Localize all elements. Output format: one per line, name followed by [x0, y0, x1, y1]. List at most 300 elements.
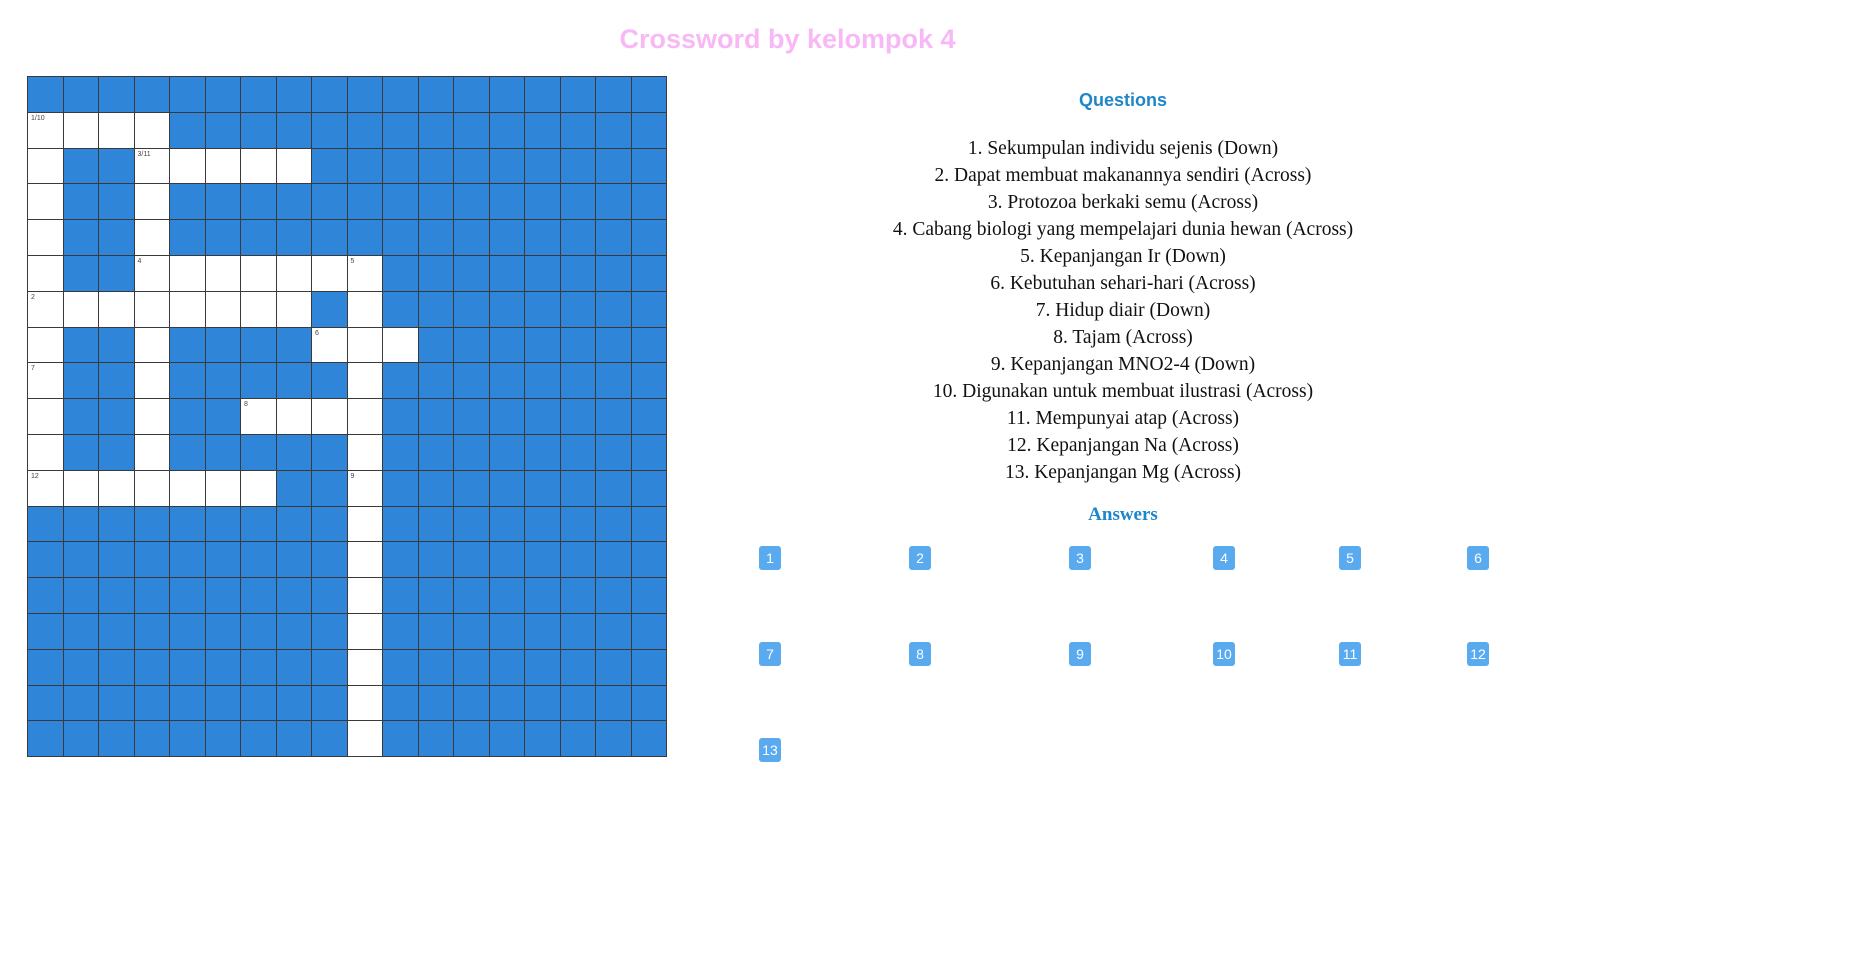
question-item: 1. Sekumpulan individu sejenis (Down): [967, 138, 1279, 159]
answer-button-2[interactable]: 2: [909, 546, 931, 570]
answers-heading: Answers: [1088, 504, 1158, 525]
crossword-block-cell: [490, 256, 526, 292]
crossword-block-cell: [277, 184, 313, 220]
crossword-cell[interactable]: [28, 292, 64, 328]
crossword-block-cell: [241, 363, 277, 399]
crossword-block-cell: [490, 363, 526, 399]
crossword-block-cell: [490, 77, 526, 113]
crossword-cell[interactable]: [241, 292, 277, 328]
crossword-block-cell: [561, 184, 597, 220]
crossword-block-cell: [561, 471, 597, 507]
crossword-block-cell: [596, 77, 632, 113]
crossword-block-cell: [241, 435, 277, 471]
crossword-block-cell: [561, 149, 597, 185]
crossword-block-cell: [64, 614, 100, 650]
crossword-block-cell: [64, 184, 100, 220]
crossword-block-cell: [206, 399, 242, 435]
crossword-cell[interactable]: [28, 399, 64, 435]
crossword-block-cell: [348, 220, 384, 256]
crossword-block-cell: [64, 328, 100, 364]
crossword-block-cell: [383, 292, 419, 328]
crossword-block-cell: [28, 614, 64, 650]
crossword-block-cell: [348, 113, 384, 149]
crossword-block-cell: [206, 435, 242, 471]
crossword-block-cell: [64, 399, 100, 435]
clue-number: 4: [137, 257, 142, 265]
crossword-block-cell: [454, 292, 490, 328]
crossword-block-cell: [632, 471, 668, 507]
crossword-cell[interactable]: [99, 292, 135, 328]
answer-button-5[interactable]: 5: [1339, 546, 1361, 570]
crossword-block-cell: [419, 686, 455, 722]
crossword-block-cell: [64, 220, 100, 256]
crossword-block-cell: [170, 399, 206, 435]
crossword-block-cell: [419, 363, 455, 399]
crossword-block-cell: [596, 507, 632, 543]
crossword-cell[interactable]: [135, 363, 171, 399]
crossword-block-cell: [64, 256, 100, 292]
crossword-block-cell: [64, 542, 100, 578]
crossword-block-cell: [312, 507, 348, 543]
questions-list: [855, 135, 1391, 486]
crossword-block-cell: [170, 363, 206, 399]
question-item: 9. Kepanjangan MNO2-4 (Down): [990, 354, 1256, 375]
crossword-block-cell: [490, 184, 526, 220]
crossword-block-cell: [170, 435, 206, 471]
crossword-block-cell: [419, 220, 455, 256]
crossword-block-cell: [419, 328, 455, 364]
clue-number: 9: [350, 472, 355, 480]
crossword-block-cell: [206, 542, 242, 578]
crossword-cell[interactable]: [277, 149, 313, 185]
crossword-cell[interactable]: [348, 435, 384, 471]
crossword-cell[interactable]: [28, 149, 64, 185]
crossword-block-cell: [490, 686, 526, 722]
crossword-cell[interactable]: [206, 471, 242, 507]
crossword-block-cell: [454, 507, 490, 543]
crossword-cell[interactable]: [170, 471, 206, 507]
crossword-cell[interactable]: [64, 292, 100, 328]
crossword-block-cell: [525, 721, 561, 757]
crossword-cell[interactable]: [348, 542, 384, 578]
clue-number: 1/10: [31, 114, 45, 122]
crossword-cell[interactable]: [348, 256, 384, 292]
crossword-block-cell: [277, 507, 313, 543]
crossword-block-cell: [632, 77, 668, 113]
crossword-block-cell: [28, 507, 64, 543]
crossword-block-cell: [454, 220, 490, 256]
crossword-block-cell: [383, 220, 419, 256]
crossword-cell[interactable]: [312, 328, 348, 364]
crossword-block-cell: [99, 77, 135, 113]
crossword-block-cell: [277, 435, 313, 471]
crossword-block-cell: [596, 614, 632, 650]
clue-number: 2: [31, 293, 35, 301]
crossword-cell[interactable]: [99, 113, 135, 149]
crossword-block-cell: [525, 184, 561, 220]
crossword-block-cell: [525, 435, 561, 471]
answer-button-7[interactable]: 7: [759, 642, 781, 666]
crossword-block-cell: [454, 578, 490, 614]
crossword-block-cell: [277, 542, 313, 578]
crossword-cell[interactable]: [28, 184, 64, 220]
crossword-block-cell: [99, 507, 135, 543]
crossword-block-cell: [419, 184, 455, 220]
crossword-block-cell: [525, 507, 561, 543]
crossword-cell[interactable]: [135, 292, 171, 328]
crossword-block-cell: [419, 256, 455, 292]
crossword-block-cell: [170, 578, 206, 614]
crossword-block-cell: [632, 220, 668, 256]
crossword-block-cell: [525, 686, 561, 722]
crossword-block-cell: [596, 328, 632, 364]
crossword-cell[interactable]: [170, 292, 206, 328]
crossword-cell[interactable]: [135, 399, 171, 435]
crossword-block-cell: [206, 614, 242, 650]
crossword-block-cell: [525, 77, 561, 113]
crossword-block-cell: [383, 721, 419, 757]
crossword-block-cell: [561, 435, 597, 471]
crossword-block-cell: [277, 363, 313, 399]
clue-number: 7: [31, 365, 35, 373]
crossword-block-cell: [454, 614, 490, 650]
crossword-block-cell: [383, 686, 419, 722]
answer-button-9[interactable]: 9: [1069, 642, 1091, 666]
crossword-block-cell: [596, 113, 632, 149]
crossword-block-cell: [206, 686, 242, 722]
crossword-block-cell: [490, 471, 526, 507]
crossword-block-cell: [561, 399, 597, 435]
crossword-block-cell: [348, 184, 384, 220]
crossword-block-cell: [632, 542, 668, 578]
crossword-block-cell: [419, 77, 455, 113]
crossword-cell[interactable]: [241, 399, 277, 435]
crossword-block-cell: [383, 399, 419, 435]
crossword-block-cell: [241, 77, 277, 113]
crossword-block-cell: [64, 435, 100, 471]
crossword-block-cell: [454, 399, 490, 435]
crossword-block-cell: [454, 113, 490, 149]
crossword-cell[interactable]: [28, 220, 64, 256]
crossword-block-cell: [241, 328, 277, 364]
crossword-block-cell: [383, 149, 419, 185]
crossword-cell[interactable]: [348, 328, 384, 364]
crossword-block-cell: [419, 542, 455, 578]
crossword-cell[interactable]: [383, 328, 419, 364]
crossword-block-cell: [312, 77, 348, 113]
crossword-block-cell: [277, 686, 313, 722]
crossword-block-cell: [312, 435, 348, 471]
crossword-cell[interactable]: [206, 292, 242, 328]
crossword-cell[interactable]: [135, 256, 171, 292]
crossword-block-cell: [632, 113, 668, 149]
crossword-block-cell: [135, 686, 171, 722]
crossword-block-cell: [525, 328, 561, 364]
crossword-block-cell: [596, 686, 632, 722]
crossword-block-cell: [99, 578, 135, 614]
crossword-block-cell: [383, 435, 419, 471]
crossword-block-cell: [632, 399, 668, 435]
clue-number: 6: [315, 329, 319, 337]
crossword-block-cell: [454, 650, 490, 686]
crossword-block-cell: [64, 507, 100, 543]
crossword-cell[interactable]: [28, 363, 64, 399]
crossword-block-cell: [561, 650, 597, 686]
crossword-block-cell: [632, 614, 668, 650]
crossword-block-cell: [596, 149, 632, 185]
crossword-cell[interactable]: [312, 399, 348, 435]
crossword-cell[interactable]: [28, 256, 64, 292]
crossword-cell[interactable]: [135, 220, 171, 256]
crossword-block-cell: [312, 686, 348, 722]
crossword-cell[interactable]: [277, 256, 313, 292]
crossword-block-cell: [632, 292, 668, 328]
crossword-cell[interactable]: [135, 149, 171, 185]
crossword-block-cell: [135, 721, 171, 757]
question-item: 2. Dapat membuat makanannya sendiri (Across): [934, 165, 1312, 186]
crossword-block-cell: [383, 113, 419, 149]
crossword-block-cell: [99, 686, 135, 722]
crossword-block-cell: [206, 113, 242, 149]
crossword-block-cell: [312, 721, 348, 757]
crossword-block-cell: [490, 220, 526, 256]
crossword-cell[interactable]: [28, 471, 64, 507]
crossword-block-cell: [135, 650, 171, 686]
answer-button-12[interactable]: 12: [1467, 642, 1489, 666]
crossword-cell[interactable]: [170, 256, 206, 292]
crossword-cell[interactable]: [348, 614, 384, 650]
crossword-block-cell: [454, 149, 490, 185]
crossword-block-cell: [277, 578, 313, 614]
crossword-block-cell: [632, 363, 668, 399]
crossword-block-cell: [277, 113, 313, 149]
answer-button-1[interactable]: 1: [759, 546, 781, 570]
crossword-block-cell: [170, 686, 206, 722]
question-item: 13. Kepanjangan Mg (Across): [1004, 462, 1242, 483]
crossword-cell[interactable]: [277, 399, 313, 435]
crossword-block-cell: [632, 507, 668, 543]
crossword-block-cell: [419, 292, 455, 328]
crossword-block-cell: [312, 149, 348, 185]
question-item: 8. Tajam (Across): [1053, 327, 1193, 348]
crossword-block-cell: [170, 542, 206, 578]
crossword-block-cell: [64, 77, 100, 113]
crossword-cell[interactable]: [135, 435, 171, 471]
crossword-cell[interactable]: [135, 184, 171, 220]
crossword-block-cell: [596, 363, 632, 399]
crossword-block-cell: [170, 113, 206, 149]
crossword-block-cell: [277, 77, 313, 113]
crossword-block-cell: [99, 256, 135, 292]
crossword-block-cell: [170, 507, 206, 543]
crossword-block-cell: [490, 614, 526, 650]
crossword-block-cell: [28, 721, 64, 757]
page-title: Crossword by kelompok 4: [619, 24, 956, 54]
crossword-block-cell: [312, 471, 348, 507]
crossword-block-cell: [99, 721, 135, 757]
crossword-cell[interactable]: [64, 113, 100, 149]
crossword-block-cell: [99, 650, 135, 686]
crossword-block-cell: [99, 220, 135, 256]
clue-number: 5: [350, 257, 355, 265]
crossword-cell[interactable]: [348, 578, 384, 614]
crossword-block-cell: [206, 721, 242, 757]
crossword-block-cell: [596, 542, 632, 578]
crossword-block-cell: [454, 256, 490, 292]
clue-number: 8: [244, 401, 248, 409]
crossword-block-cell: [64, 650, 100, 686]
crossword-block-cell: [454, 328, 490, 364]
crossword-block-cell: [277, 721, 313, 757]
crossword-block-cell: [525, 399, 561, 435]
crossword-block-cell: [99, 542, 135, 578]
crossword-cell[interactable]: [170, 149, 206, 185]
crossword-block-cell: [419, 149, 455, 185]
crossword-cell[interactable]: [241, 471, 277, 507]
crossword-block-cell: [28, 578, 64, 614]
crossword-block-cell: [99, 184, 135, 220]
questions-heading: Questions: [1078, 90, 1167, 110]
crossword-block-cell: [277, 650, 313, 686]
crossword-block-cell: [454, 77, 490, 113]
crossword-cell[interactable]: [348, 721, 384, 757]
crossword-cell[interactable]: [135, 328, 171, 364]
crossword-block-cell: [206, 184, 242, 220]
crossword-block-cell: [170, 721, 206, 757]
crossword-block-cell: [561, 220, 597, 256]
crossword-block-cell: [632, 435, 668, 471]
crossword-block-cell: [348, 77, 384, 113]
crossword-block-cell: [525, 220, 561, 256]
crossword-block-cell: [241, 721, 277, 757]
question-item: 7. Hidup diair (Down): [1035, 300, 1211, 321]
crossword-cell[interactable]: [241, 149, 277, 185]
crossword-block-cell: [28, 686, 64, 722]
crossword-block-cell: [312, 650, 348, 686]
answer-button-3[interactable]: 3: [1069, 546, 1091, 570]
crossword-block-cell: [561, 77, 597, 113]
answer-button-11[interactable]: 11: [1339, 642, 1361, 666]
answer-button-6[interactable]: 6: [1467, 546, 1489, 570]
crossword-cell[interactable]: [206, 149, 242, 185]
crossword-block-cell: [525, 471, 561, 507]
crossword-cell[interactable]: [348, 399, 384, 435]
crossword-block-cell: [525, 256, 561, 292]
crossword-block-cell: [596, 721, 632, 757]
crossword-cell[interactable]: [348, 686, 384, 722]
crossword-cell[interactable]: [348, 471, 384, 507]
crossword-block-cell: [348, 149, 384, 185]
crossword-block-cell: [99, 363, 135, 399]
crossword-block-cell: [241, 220, 277, 256]
crossword-block-cell: [312, 578, 348, 614]
crossword-cell[interactable]: [99, 471, 135, 507]
crossword-block-cell: [454, 542, 490, 578]
question-item: 3. Protozoa berkaki semu (Across): [987, 192, 1259, 213]
answer-button-10[interactable]: 10: [1213, 642, 1235, 666]
crossword-block-cell: [241, 542, 277, 578]
crossword-block-cell: [632, 184, 668, 220]
crossword-cell[interactable]: [241, 256, 277, 292]
crossword-cell[interactable]: [206, 256, 242, 292]
crossword-cell[interactable]: [312, 256, 348, 292]
crossword-block-cell: [419, 614, 455, 650]
crossword-block-cell: [419, 721, 455, 757]
crossword-cell[interactable]: [348, 292, 384, 328]
crossword-block-cell: [632, 650, 668, 686]
crossword-block-cell: [312, 292, 348, 328]
crossword-block-cell: [525, 614, 561, 650]
crossword-cell[interactable]: [348, 507, 384, 543]
crossword-block-cell: [206, 220, 242, 256]
crossword-block-cell: [241, 507, 277, 543]
crossword-block-cell: [241, 650, 277, 686]
crossword-cell[interactable]: [135, 471, 171, 507]
crossword-block-cell: [454, 471, 490, 507]
crossword-block-cell: [596, 578, 632, 614]
crossword-cell[interactable]: [28, 113, 64, 149]
crossword-cell[interactable]: [277, 292, 313, 328]
crossword-block-cell: [419, 650, 455, 686]
crossword-block-cell: [170, 220, 206, 256]
crossword-block-cell: [135, 507, 171, 543]
crossword-block-cell: [99, 435, 135, 471]
crossword-block-cell: [312, 363, 348, 399]
answer-button-13[interactable]: 13: [759, 738, 781, 762]
crossword-cell[interactable]: [28, 435, 64, 471]
crossword-cell[interactable]: [135, 113, 171, 149]
crossword-block-cell: [419, 399, 455, 435]
crossword-cell[interactable]: [64, 471, 100, 507]
crossword-block-cell: [206, 578, 242, 614]
question-item: 5. Kepanjangan Ir (Down): [1020, 246, 1226, 267]
crossword-block-cell: [561, 363, 597, 399]
crossword-cell[interactable]: [28, 328, 64, 364]
crossword-block-cell: [525, 650, 561, 686]
crossword-block-cell: [596, 292, 632, 328]
crossword-block-cell: [490, 721, 526, 757]
crossword-block-cell: [596, 256, 632, 292]
crossword-block-cell: [312, 542, 348, 578]
crossword-block-cell: [99, 149, 135, 185]
crossword-block-cell: [632, 578, 668, 614]
crossword-block-cell: [277, 220, 313, 256]
crossword-block-cell: [525, 578, 561, 614]
crossword-block-cell: [490, 578, 526, 614]
crossword-block-cell: [383, 77, 419, 113]
answer-button-8[interactable]: 8: [909, 642, 931, 666]
crossword-block-cell: [525, 113, 561, 149]
crossword-cell[interactable]: [348, 650, 384, 686]
crossword-block-cell: [135, 578, 171, 614]
crossword-block-cell: [454, 184, 490, 220]
crossword-cell[interactable]: [348, 363, 384, 399]
crossword-block-cell: [596, 220, 632, 256]
answer-button-4[interactable]: 4: [1213, 546, 1235, 570]
crossword-block-cell: [561, 686, 597, 722]
crossword-block-cell: [383, 650, 419, 686]
crossword-block-cell: [135, 614, 171, 650]
crossword-block-cell: [490, 435, 526, 471]
crossword-block-cell: [525, 363, 561, 399]
crossword-block-cell: [490, 507, 526, 543]
crossword-block-cell: [454, 363, 490, 399]
crossword-block-cell: [206, 507, 242, 543]
crossword-block-cell: [135, 77, 171, 113]
crossword-block-cell: [561, 614, 597, 650]
crossword-block-cell: [241, 184, 277, 220]
crossword-block-cell: [490, 292, 526, 328]
